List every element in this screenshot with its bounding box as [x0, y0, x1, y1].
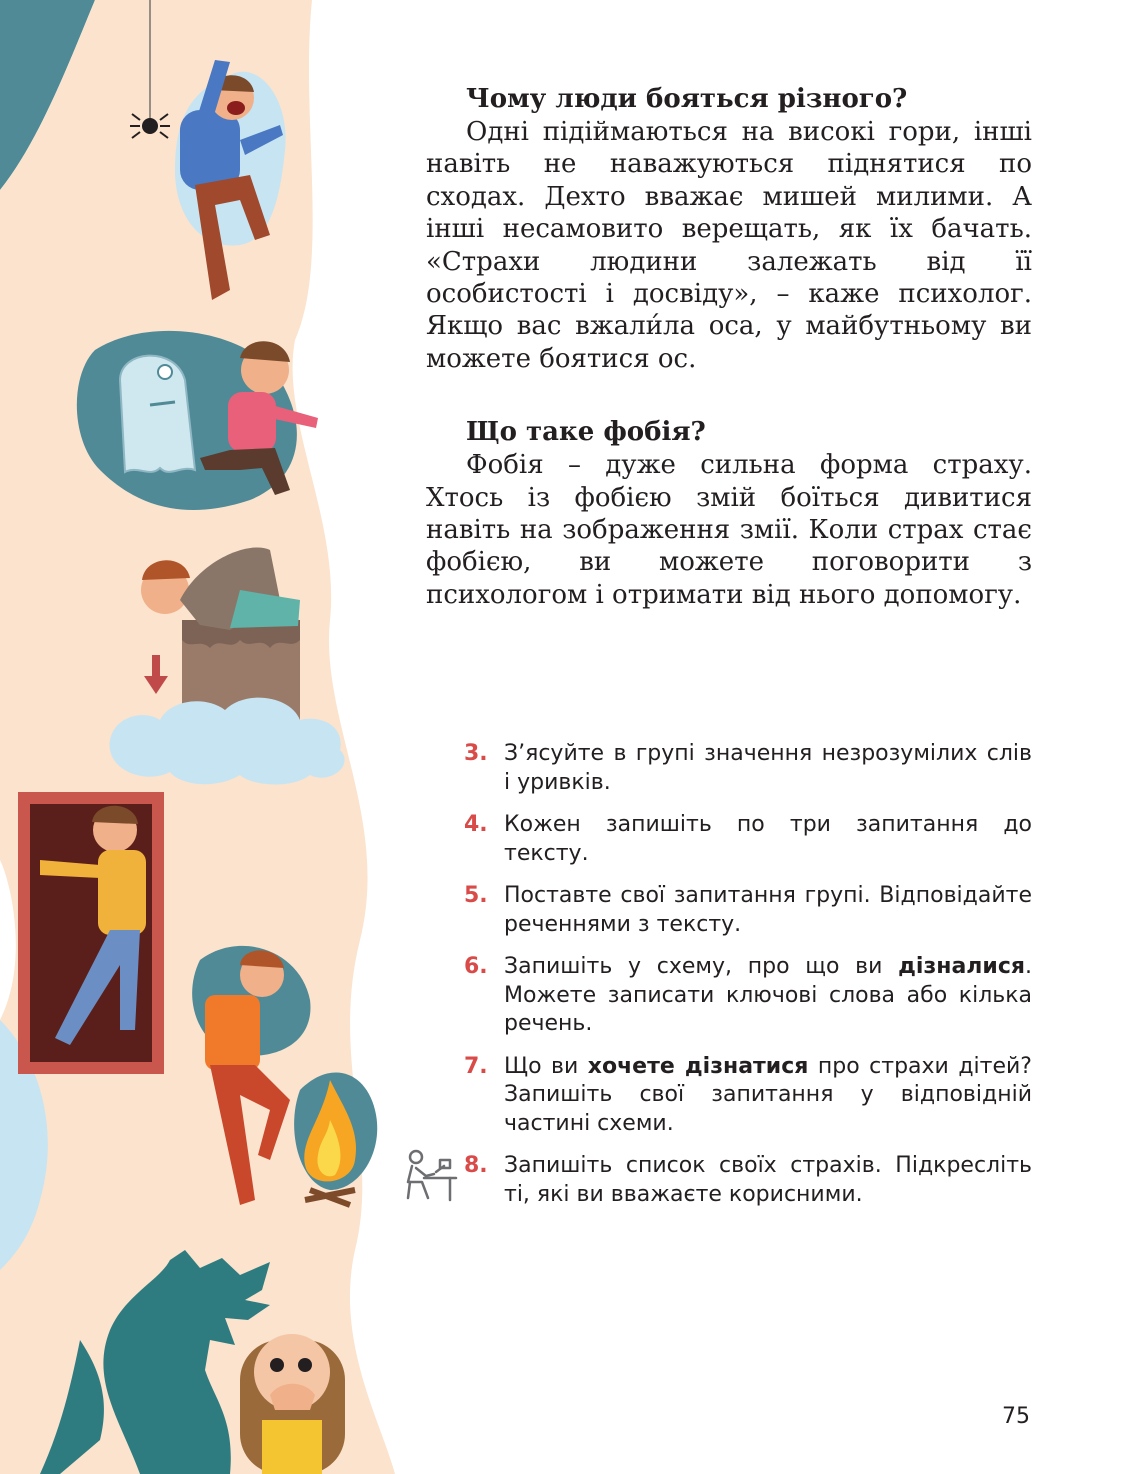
desk-work-icon	[402, 1148, 458, 1202]
task-text: З’ясуйте в групі значення незрозумілих слів і уривків.	[504, 741, 1032, 795]
task-number: 8.	[464, 1153, 488, 1178]
task-item	[464, 1152, 1032, 1209]
task-text-part: Запишіть у схему, про що ви	[504, 954, 899, 979]
fears-illustration	[0, 0, 420, 1474]
task-text-part: Що ви	[504, 1053, 588, 1079]
section-heading-phobia: Що таке фобія?	[466, 417, 706, 448]
task-text: Поставте свої запитання групі. Відповідайте реченнями з тексту.	[504, 883, 1032, 937]
task-number: 5.	[464, 883, 488, 908]
section-paragraph-phobia: Фобія – дуже сильна форма страху. Хтось із фобією змій боїться дивитися навіть на зображення змії. Коли страх стає фобією, ви можете поговорити з психологом і отримати від нього допомогу.	[426, 450, 1032, 610]
task-bold-keyword: дізналися	[898, 954, 1025, 979]
task-text: Кожен запишіть по три запитання до тексту.	[504, 812, 1032, 866]
task-bold-keyword: хочете дізнатися	[587, 1053, 809, 1079]
task-item	[464, 882, 1032, 939]
task-text: Запишіть список своїх страхів. Підкресліть ті, які ви вважаєте корисними.	[504, 1153, 1032, 1207]
task-number: 3.	[464, 741, 488, 766]
section-paragraph-why-fears: Одні підіймаються на високі гори, інші навіть не наважуються піднятися по сходах. Дехто вважає мишей милими. А інші несамовито верещать, як їх бачать. «Страхи людини залежать від її особистості і досвіду», – каже психолог. Якщо вас вжали́ла оса, у майбутньому ви можете боятися ос.	[426, 117, 1032, 374]
task-number: 6.	[464, 954, 488, 979]
task-item	[464, 1053, 1032, 1139]
task-text-part: . Можете записати ключові слова або кілька речень.	[504, 954, 1032, 1036]
section-heading-why-fears: Чому люди бояться різного?	[466, 84, 908, 114]
task-number: 4.	[464, 812, 488, 837]
task-text-part: про страхи дітей? Запишіть свої запитання у відповідній частині схеми.	[504, 1053, 1032, 1136]
task-item	[464, 740, 1032, 797]
reading-text	[426, 82, 1032, 611]
task-item	[464, 811, 1032, 868]
door-scene	[18, 792, 164, 1074]
task-item	[464, 953, 1032, 1039]
page-number: 75	[1002, 1404, 1030, 1429]
task-list	[464, 740, 1032, 1223]
task-number: 7.	[464, 1053, 488, 1079]
